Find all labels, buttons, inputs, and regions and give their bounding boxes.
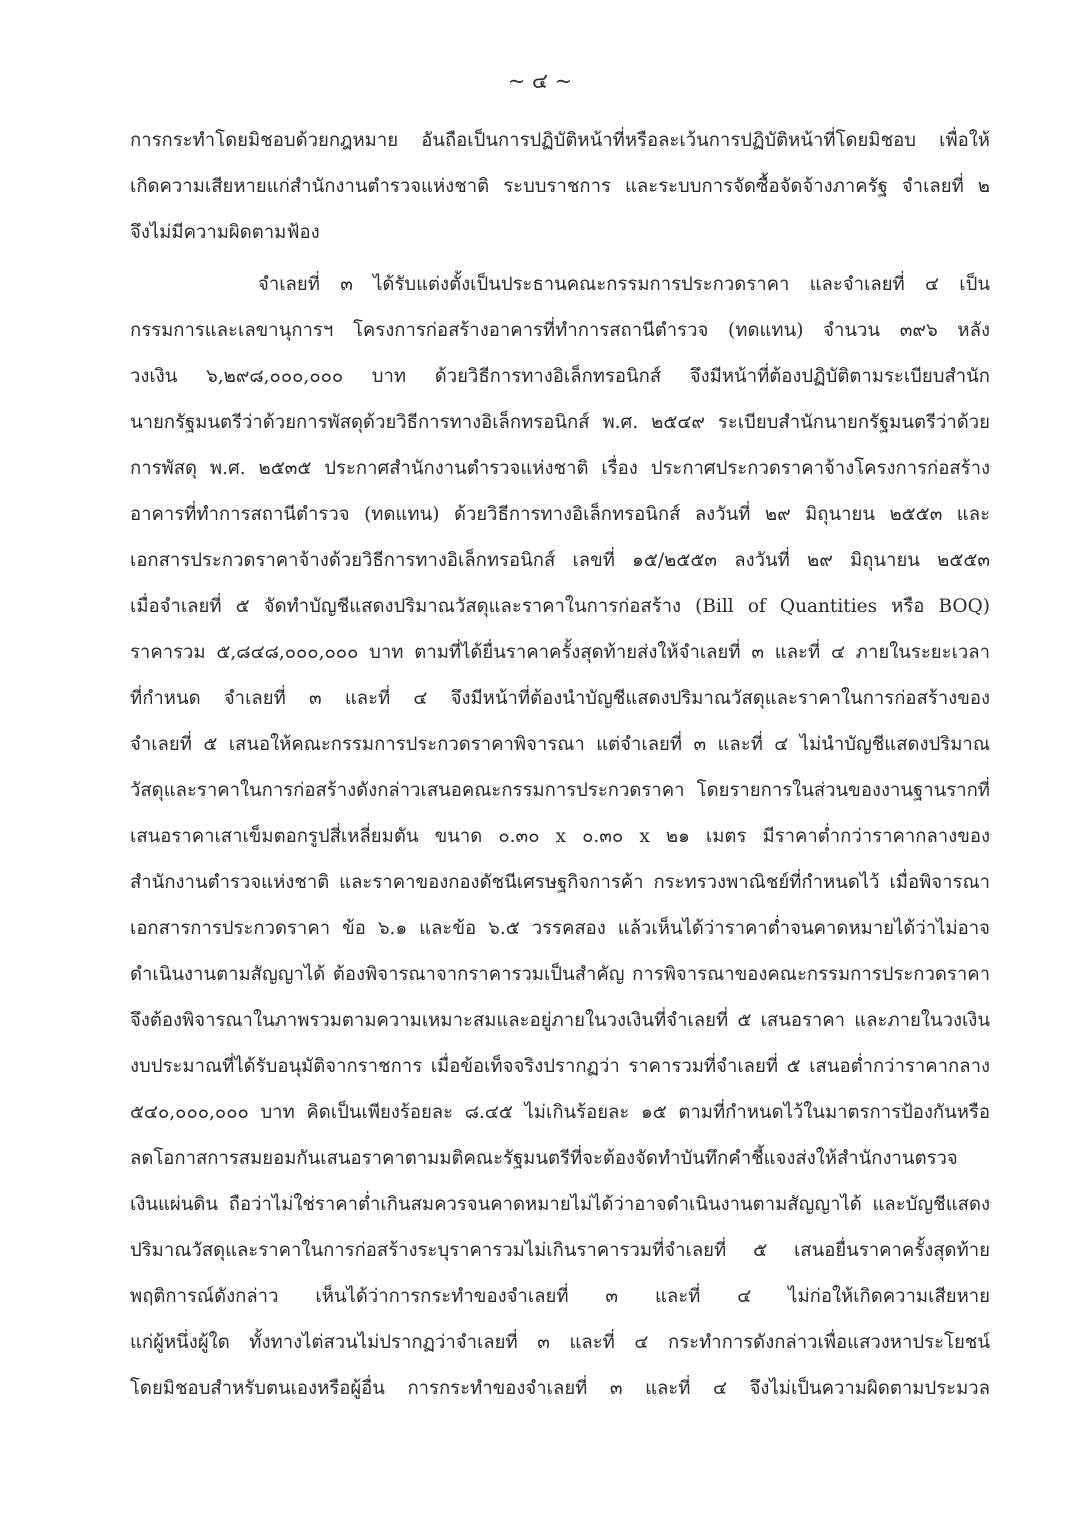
text-line: เสนอราคาเสาเข็มตอกรูปสี่เหลี่ยมตัน ขนาด ๐.๓๐ x ๐.๓๐ x ๒๑ เมตร มีราคาต่ำกว่าราคากลางของ (130, 826, 990, 847)
text-line: เอกสารการประกวดราคา ข้อ ๖.๑ และข้อ ๖.๕ วรรคสอง แล้วเห็นได้ว่าราคาต่ำจนคาดหมายได้ว่าไม่อาจ (130, 918, 990, 939)
text-line: ราคารวม ๕,๘๔๘,๐๐๐,๐๐๐ บาท ตามที่ได้ยื่นราคาครั้งสุดท้ายส่งให้จำเลยที่ ๓ และที่ ๔ ภายในระยะเวลา (130, 642, 990, 663)
text-line: งบประมาณที่ได้รับอนุมัติจากราชการ เมื่อข้อเท็จจริงปรากฏว่า ราคารวมที่จำเลยที่ ๕ เสนอต่ำกว่าราคากลาง (130, 1056, 990, 1077)
text-line: ปริมาณวัสดุและราคาในการก่อสร้างระบุราคารวมไม่เกินราคารวมที่จำเลยที่ ๕ เสนอยื่นราคาครั้งสุดท้าย (130, 1240, 990, 1261)
text-line: สำนักงานตำรวจแห่งชาติ และราคาของกองดัชนีเศรษฐกิจการค้า กระทรวงพาณิชย์ที่กำหนดไว้ เมื่อพิจารณา (130, 872, 990, 893)
page-number: ~ ๔ ~ (507, 69, 573, 93)
text-line: การพัสดุ พ.ศ. ๒๕๓๕ ประกาศสำนักงานตำรวจแห่งชาติ เรื่อง ประกาศประกวดราคาจ้างโครงการก่อสร้าง (130, 458, 990, 479)
text-line: ดำเนินงานตามสัญญาได้ ต้องพิจารณาจากราคารวมเป็นสำคัญ การพิจารณาของคณะกรรมการประกวดราคา (130, 964, 990, 985)
paragraph-first-line: จำเลยที่ ๓ ได้รับแต่งตั้งเป็นประธานคณะกรรมการประกวดราคา และจำเลยที่ ๔ เป็น (258, 274, 990, 295)
text-line: อาคารที่ทำการสถานีตำรวจ (ทดแทน) ด้วยวิธีการทางอิเล็กทรอนิกส์ ลงวันที่ ๒๙ มิถุนายน ๒๕๕๓ และ (130, 504, 990, 525)
text-line: เอกสารประกวดราคาจ้างด้วยวิธีการทางอิเล็กทรอนิกส์ เลขที่ ๑๕/๒๕๕๓ ลงวันที่ ๒๙ มิถุนายน ๒๕๕๓ (130, 550, 990, 571)
document-body (130, 118, 990, 1412)
text-line: จำเลยที่ ๕ เสนอให้คณะกรรมการประกวดราคาพิจารณา แต่จำเลยที่ ๓ และที่ ๔ ไม่นำบัญชีแสดงปริมาณ (130, 734, 990, 755)
text-line: วัสดุและราคาในการก่อสร้างดังกล่าวเสนอคณะกรรมการประกวดราคา โดยรายการในส่วนของงานฐานรากที่ (130, 780, 990, 801)
text-line: กรรมการและเลขานุการฯ โครงการก่อสร้างอาคารที่ทำการสถานีตำรวจ (ทดแทน) จำนวน ๓๙๖ หลัง (130, 320, 990, 341)
text-line: เงินแผ่นดิน ถือว่าไม่ใช่ราคาต่ำเกินสมควรจนคาดหมายไม่ได้ว่าอาจดำเนินงานตามสัญญาได้ และบัญชีแสดง (130, 1194, 990, 1215)
text-line: ๕๔๐,๐๐๐,๐๐๐ บาท คิดเป็นเพียงร้อยละ ๘.๔๕ ไม่เกินร้อยละ ๑๕ ตามที่กำหนดไว้ในมาตรการป้องกันหรือ (130, 1102, 990, 1123)
text-line: จึงไม่มีความผิดตามฟ้อง (130, 222, 320, 243)
text-line: การกระทำโดยมิชอบด้วยกฎหมาย อันถือเป็นการปฏิบัติหน้าที่หรือละเว้นการปฏิบัติหน้าที่โดยมิชอบ เพื่อให้ (130, 130, 990, 151)
text-line: เมื่อจำเลยที่ ๕ จัดทำบัญชีแสดงปริมาณวัสดุและราคาในการก่อสร้าง (Bill of Quantities หรือ BOQ) (130, 596, 990, 617)
text-line: นายกรัฐมนตรีว่าด้วยการพัสดุด้วยวิธีการทางอิเล็กทรอนิกส์ พ.ศ. ๒๕๔๙ ระเบียบสำนักนายกรัฐมนตรีว่าด้วย (130, 412, 990, 433)
text-line: เกิดความเสียหายแก่สำนักงานตำรวจแห่งชาติ ระบบราชการ และระบบการจัดซื้อจัดจ้างภาครัฐ จำเลยที่ ๒ (130, 176, 990, 197)
text-line: โดยมิชอบสำหรับตนเองหรือผู้อื่น การกระทำของจำเลยที่ ๓ และที่ ๔ จึงไม่เป็นความผิดตามประมวล (130, 1378, 990, 1399)
text-line: แก่ผู้หนึ่งผู้ใด ทั้งทางไต่สวนไม่ปรากฏว่าจำเลยที่ ๓ และที่ ๔ กระทำการดังกล่าวเพื่อแสวงหาประโยชน์ (130, 1332, 990, 1353)
text-line: ที่กำหนด จำเลยที่ ๓ และที่ ๔ จึงมีหน้าที่ต้องนำบัญชีแสดงปริมาณวัสดุและราคาในการก่อสร้างของ (130, 688, 990, 709)
text-line: ลดโอกาสการสมยอมกันเสนอราคาตามมติคณะรัฐมนตรีที่จะต้องจัดทำบันทึกคำชี้แจงส่งให้สำนักงานตรวจ (130, 1148, 958, 1169)
text-line: พฤติการณ์ดังกล่าว เห็นได้ว่าการกระทำของจำเลยที่ ๓ และที่ ๔ ไม่ก่อให้เกิดความเสียหาย (130, 1286, 990, 1307)
text-line: วงเงิน ๖,๒๙๘,๐๐๐,๐๐๐ บาท ด้วยวิธีการทางอิเล็กทรอนิกส์ จึงมีหน้าที่ต้องปฏิบัติตามระเบียบสำนัก (130, 366, 990, 387)
text-line: จึงต้องพิจารณาในภาพรวมตามความเหมาะสมและอยู่ภายในวงเงินที่จำเลยที่ ๕ เสนอราคา และภายในวงเงิน (130, 1010, 990, 1031)
